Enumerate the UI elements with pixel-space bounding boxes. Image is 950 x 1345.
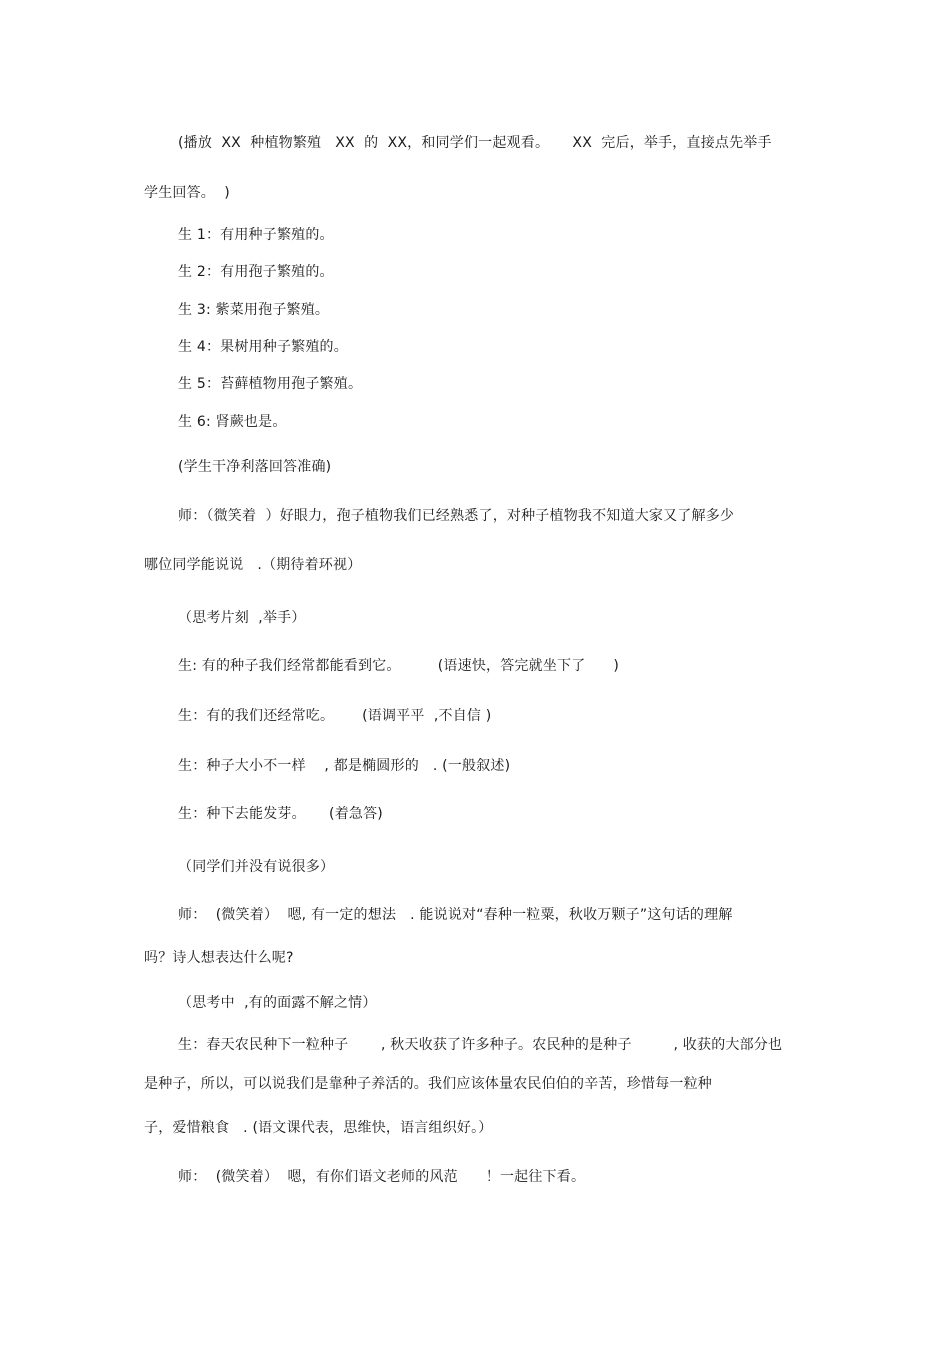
paragraph-line: （思考中 ,有的面露不解之情） <box>178 995 377 1011</box>
paragraph-line: (播放 XX 种植物繁殖 XX 的 XX，和同学们一起观看。 XX 完后，举手，直接点先举手 <box>178 135 772 151</box>
paragraph-line: 生: 有的种子我们经常都能看到它。 (语速快，答完就坐下了 ) <box>178 658 619 674</box>
paragraph-line: 生：春天农民种下一粒种子 , 秋天收获了许多种子。农民种的是种子 , 收获的大部分也 <box>178 1037 783 1053</box>
paragraph-line: 生：有的我们还经常吃。 (语调平平 ,不自信 ) <box>178 708 492 724</box>
paragraph-line: 生 6: 肾蕨也是。 <box>178 414 287 430</box>
paragraph-line: 吗？诗人想表达什么呢? <box>144 950 294 966</box>
paragraph-line: 是种子，所以，可以说我们是靠种子养活的。我们应该体量农民伯伯的辛苦，珍惜每一粒种 <box>144 1076 712 1092</box>
paragraph-line: 师：（微笑着 ）好眼力，孢子植物我们已经熟悉了，对种子植物我不知道大家又了解多少 <box>178 508 735 524</box>
paragraph-line: 生 5：苔藓植物用孢子繁殖。 <box>178 376 363 392</box>
paragraph-line: 学生回答。 ) <box>144 185 230 201</box>
paragraph-line: 生 4：果树用种子繁殖的。 <box>178 339 348 355</box>
paragraph-line: (学生干净利落回答准确) <box>178 459 332 475</box>
paragraph-line: 师： (微笑着） 嗯, 有一定的想法 . 能说说对“春种一粒粟，秋收万颗子”这句话的理解 <box>178 907 733 923</box>
paragraph-line: 生：种下去能发芽。 (着急答) <box>178 806 383 822</box>
paragraph-line: 生 3: 紫菜用孢子繁殖。 <box>178 302 330 318</box>
paragraph-line: 生：种子大小不一样 , 都是椭圆形的 . (一般叙述) <box>178 758 511 774</box>
paragraph-line: 生 1：有用种子繁殖的。 <box>178 227 334 243</box>
paragraph-line: 子，爱惜粮食 . (语文课代表，思维快，语言组织好。） <box>144 1120 493 1136</box>
paragraph-line: 师： (微笑着） 嗯，有你们语文老师的风范 ！一起往下看。 <box>178 1169 586 1185</box>
paragraph-line: （同学们并没有说很多） <box>178 859 335 875</box>
paragraph-line: 哪位同学能说说 .（期待着环视） <box>144 557 362 573</box>
paragraph-line: 生 2：有用孢子繁殖的。 <box>178 264 334 280</box>
paragraph-line: （思考片刻 ,举手） <box>178 610 306 626</box>
